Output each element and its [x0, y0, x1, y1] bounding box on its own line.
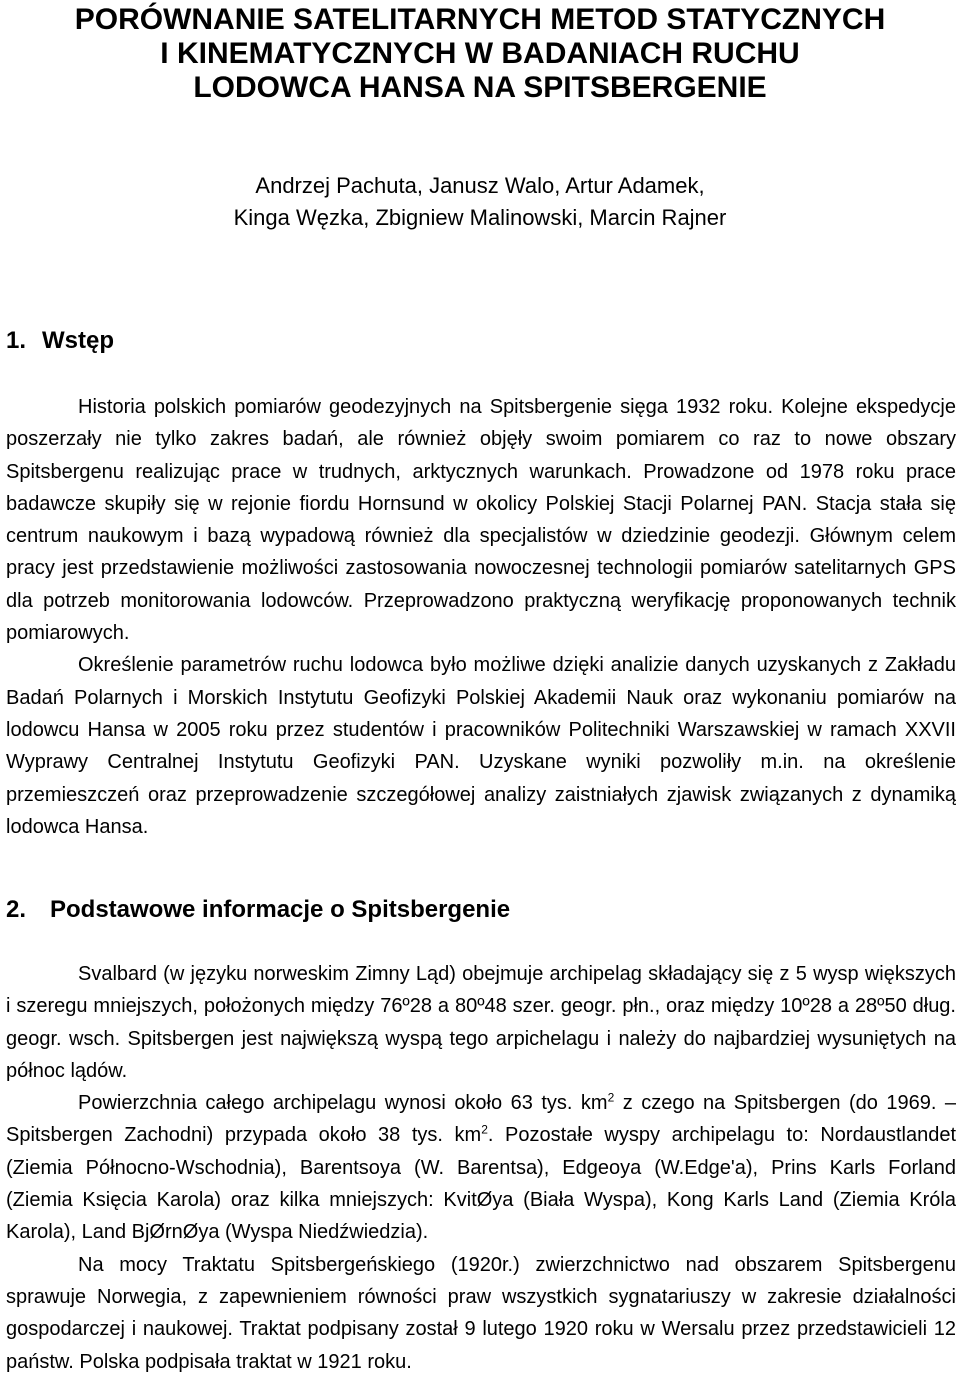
paper-title — [0, 3, 960, 105]
title-line-1: PORÓWNANIE SATELITARNYCH METOD STATYCZNYCH — [74, 3, 886, 36]
paragraph-2-text-a: Powierzchnia całego archipelagu wynosi około 63 tys. km — [78, 1092, 608, 1115]
section-2-paragraph-1: Svalbard (w języku norweskim Zimny Ląd) obejmuje archipelag składający się z 5 wysp większych i szeregu mniejszych, położonych między 76º28 a 80º48 szer. geogr. płn., oraz między 10º28 a 28º50 dług. geogr. wsch. Spitsbergen jest największą wyspą tego arpichelagu i należy do najbardziej wysuniętych na północ lądów. — [6, 963, 956, 1082]
superscript-exponent: 2 — [481, 1122, 488, 1137]
authors-line-2: Kinga Węzka, Zbigniew Malinowski, Marcin Rajner — [233, 205, 727, 230]
authors — [0, 170, 960, 234]
superscript-exponent: 2 — [607, 1090, 615, 1105]
section-1-body — [6, 391, 956, 843]
section-2-heading — [6, 895, 510, 925]
paragraph-2-text-b: z czego na Spitsbergen (do 1969. – Spitsbergen Zachodni) przypada około 38 tys. km — [6, 1092, 957, 1147]
section-1-paragraph-2: Określenie parametrów ruchu lodowca było możliwe dzięki analizie danych uzyskanych z Zakładu Badań Polarnych i Morskich Instytutu Geofizyki Polskiej Akademii Nauk oraz wykonaniu pomiarów na lodowcu Hansa w 2005 roku przez studentów i pracowników Politechniki Warszawskiej w ramach XXVII Wyprawy Centralnej Instytutu Geofizyki PAN. Uzyskane wyniki pozwoliły m.in. na określenie przemieszczeń oraz przeprowadzenie szczegółowej analizy zaistniałych zjawisk związanych z dynamiką lodowca Hansa. — [6, 654, 956, 838]
section-1-title: Wstęp — [42, 327, 114, 354]
section-1-number: 1. — [6, 327, 27, 354]
section-2-paragraph-2 — [6, 1087, 956, 1248]
title-line-2: I KINEMATYCZNYCH W BADANIACH RUCHU — [160, 37, 800, 70]
section-1-heading — [6, 326, 114, 356]
title-line-3: LODOWCA HANSA NA SPITSBERGENIE — [193, 71, 767, 104]
section-1-paragraph-1: Historia polskich pomiarów geodezyjnych na Spitsbergenie sięga 1932 roku. Kolejne ekspedycje poszerzały nie tylko zakres badań, ale również objęły swoim pomiarem co raz to nowe obszary Spitsbergenu realizując prace w trudnych, arktycznych warunkach. Prowadzone od 1978 roku prace badawcze skupiły się w rejonie fiordu Hornsund w okolicy Polskiej Stacji Polarnej PAN. Stacja stała się centrum naukowym i bazą wypadową również dla specjalistów w dziedzinie geodezji. Głównym celem pracy jest przedstawienie możliwości zastosowania nowoczesnej technologii pomiarów satelitarnych GPS dla potrzeb monitorowania lodowców. Przeprowadzono praktyczną weryfikację proponowanych technik pomiarowych. — [6, 396, 956, 645]
section-2-number: 2. — [6, 896, 27, 923]
paragraph-2-text-c: . Pozostałe wyspy archipelagu to: Nordaustlandet (Ziemia Północno-Wschodnia), Barentsoya (W. Barentsa), Edgeoya (W.Edge'a), Prins Karls Forland (Ziemia Księcia Karola) oraz kilka mniejszych: KvitØya (Biała Wyspa), Kong Karls Land (Ziemia Króla Karola), Land BjØrnØya (Wyspa Niedźwiedzia). — [6, 1124, 957, 1244]
section-2-body — [6, 958, 956, 1378]
section-2-paragraph-3: Na mocy Traktatu Spitsbergeńskiego (1920r.) zwierzchnictwo nad obszarem Spitsbergenu sprawuje Norwegia, z zapewnieniem równości praw wszystkich sygnatariuszy w zakresie działalności gospodarczej i naukowej. Traktat podpisany został 9 lutego 1920 roku w Wersalu przez przedstawicieli 12 państw. Polska podpisała traktat w 1921 roku. — [6, 1253, 956, 1373]
authors-line-1: Andrzej Pachuta, Janusz Walo, Artur Adamek, — [255, 173, 705, 198]
section-2-title: Podstawowe informacje o Spitsbergenie — [50, 896, 511, 923]
